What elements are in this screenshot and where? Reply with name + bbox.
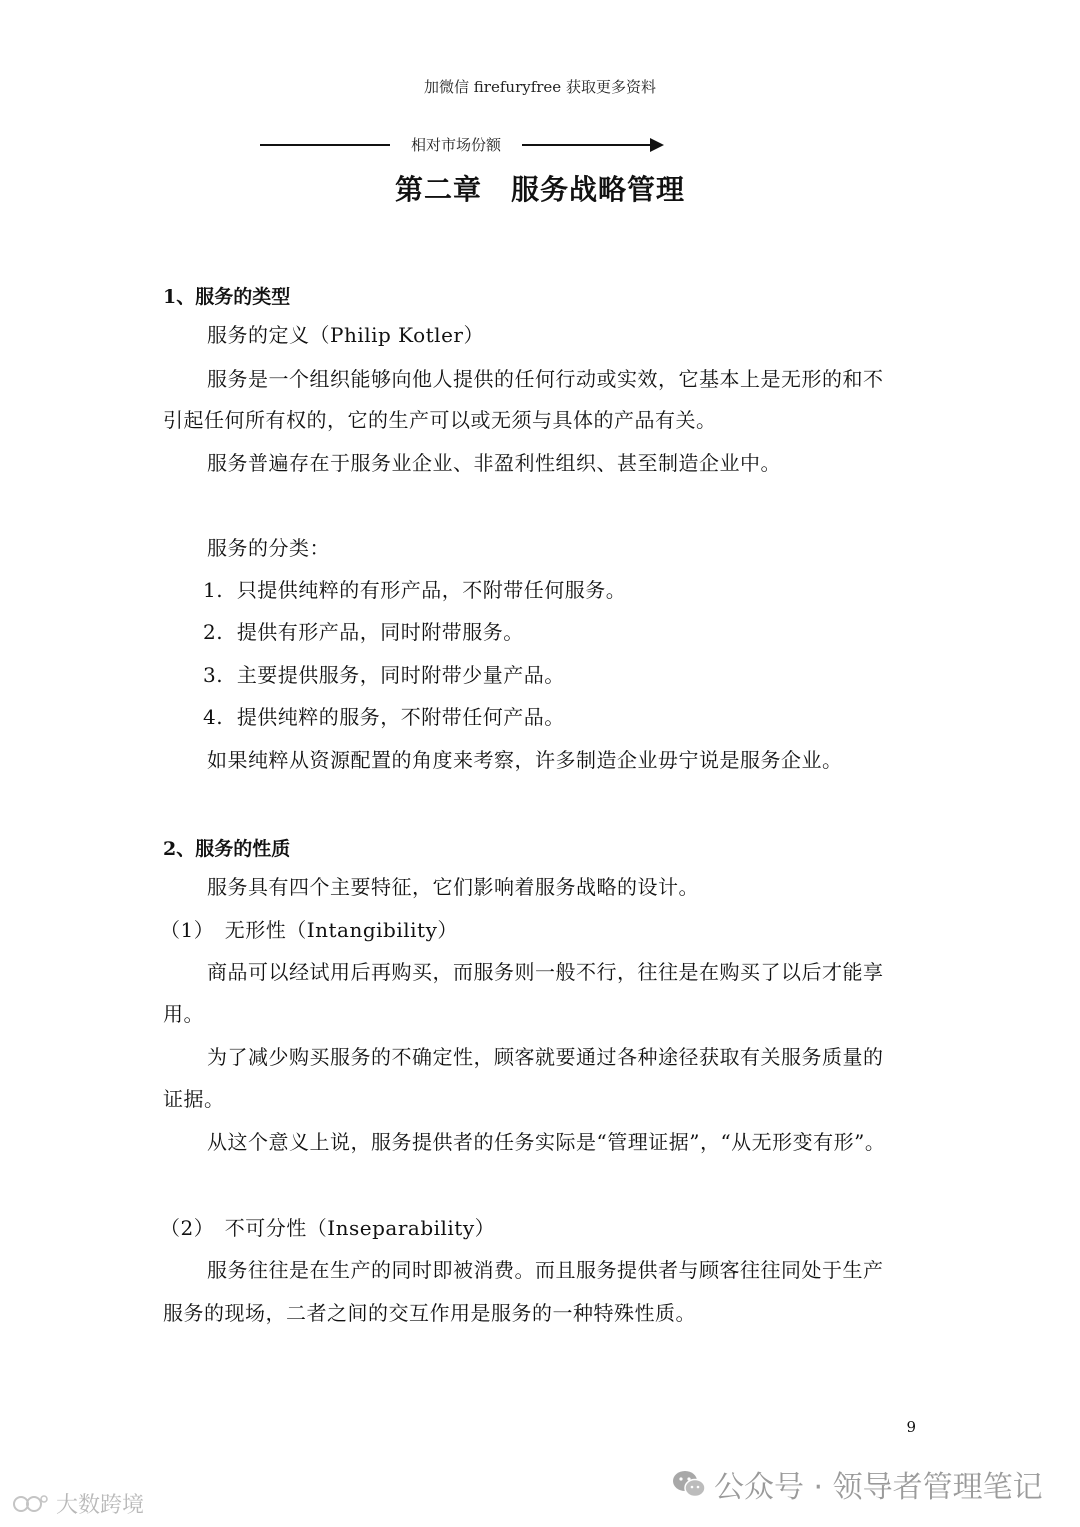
list-item [203, 569, 626, 611]
section2-intro: 服务具有四个主要特征，它们影响着服务战略的设计。 [207, 875, 699, 899]
subheading-intangibility: （1） 无形性（Intangibility） [160, 918, 458, 942]
list-item [203, 654, 565, 696]
intangibility-paragraph: 证据。 [163, 1087, 225, 1111]
intangibility-paragraph: 为了减少购买服务的不确定性，顾客就要通过各种途径获取有关服务质量的 [207, 1045, 884, 1069]
axis-line-left [260, 144, 390, 146]
watermark-text: 大数跨境 [56, 1493, 145, 1518]
subheading-inseparability: （2） 不可分性（Inseparability） [160, 1216, 496, 1240]
list-item [203, 696, 565, 738]
section-heading-1: 1、服务的类型 [163, 286, 291, 308]
arrow-right-icon [650, 138, 664, 152]
prevalence-paragraph: 服务普遍存在于服务业企业、非盈利性组织、甚至制造企业中。 [207, 451, 781, 475]
intangibility-paragraph: 用。 [163, 1002, 204, 1026]
watermark [12, 1488, 144, 1519]
wechat-icon [672, 1469, 706, 1499]
page-number: 9 [906, 1418, 916, 1436]
list-item-text: 提供纯粹的服务，不附带任何产品。 [236, 705, 565, 729]
list-item-text: 主要提供服务，同时附带少量产品。 [236, 663, 565, 687]
wechat-account-footer [672, 1462, 1043, 1506]
watermark-logo-icon [12, 1493, 50, 1515]
definition-line: 服务是一个组织能够向他人提供的任何行动或实效，它基本上是无形的和不 [207, 367, 884, 391]
chapter-title: 第二章 服务战略管理 [394, 173, 685, 206]
list-item-number: 3. [203, 663, 224, 687]
list-item-text: 提供有形产品，同时附带服务。 [236, 620, 524, 644]
list-item-number: 1. [203, 578, 224, 602]
list-item [203, 611, 524, 653]
section-heading-2: 2、服务的性质 [163, 838, 291, 860]
list-item-number: 2. [203, 620, 224, 644]
classification-label: 服务的分类： [207, 536, 330, 560]
axis-label: 相对市场份额 [410, 136, 501, 154]
definition-label: 服务的定义（Philip Kotler） [207, 323, 484, 347]
axis-line-right [522, 144, 652, 146]
relative-market-share-axis [260, 134, 670, 154]
inseparability-paragraph: 服务的现场，二者之间的交互作用是服务的一种特殊性质。 [163, 1301, 696, 1325]
list-item-text: 只提供纯粹的有形产品，不附带任何服务。 [236, 578, 627, 602]
header-note: 加微信 firefuryfree 获取更多资料 [424, 78, 656, 96]
intangibility-paragraph: 从这个意义上说，服务提供者的任务实际是“管理证据”，“从无形变有形”。 [207, 1130, 886, 1154]
conclusion-paragraph: 如果纯粹从资源配置的角度来考察，许多制造企业毋宁说是服务企业。 [207, 748, 843, 772]
list-item-number: 4. [203, 705, 224, 729]
definition-line: 引起任何所有权的，它的生产可以或无须与具体的产品有关。 [163, 408, 717, 432]
wechat-account-name: 公众号 · 领导者管理笔记 [714, 1470, 1043, 1505]
inseparability-paragraph: 服务往往是在生产的同时即被消费。而且服务提供者与顾客往往同处于生产 [207, 1258, 884, 1282]
intangibility-paragraph: 商品可以经试用后再购买，而服务则一般不行，往往是在购买了以后才能享 [207, 960, 884, 984]
